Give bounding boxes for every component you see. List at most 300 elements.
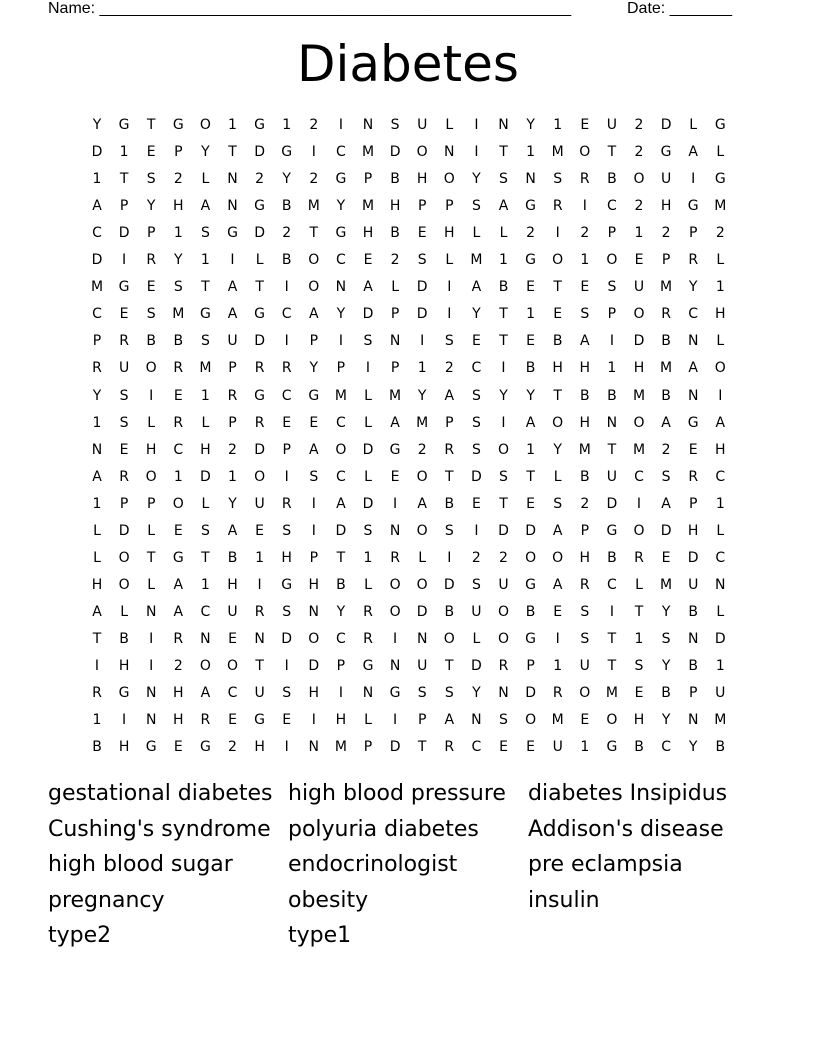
grid-letter: G <box>118 279 130 296</box>
grid-letter: 1 <box>580 252 590 269</box>
grid-letter: L <box>364 387 372 404</box>
grid-letter: P <box>688 685 698 702</box>
grid-letter: 1 <box>173 225 183 242</box>
grid-letter: I <box>447 549 452 566</box>
grid-letter: I <box>338 685 343 702</box>
grid-letter: A <box>336 495 346 512</box>
grid-letter: P <box>688 495 698 512</box>
grid-letter: D <box>525 685 536 702</box>
word-list-item: polyuria diabetes <box>288 816 479 842</box>
grid-letter: G <box>362 658 374 674</box>
grid-letter: S <box>363 333 373 350</box>
grid-letter: N <box>687 630 699 647</box>
grid-letter: Y <box>174 252 183 269</box>
grid-letter: N <box>389 522 401 539</box>
grid-letter: B <box>227 549 238 566</box>
grid-letter: I <box>284 468 289 485</box>
grid-letter: B <box>444 495 455 512</box>
grid-letter: G <box>145 739 157 756</box>
grid-letter: D <box>606 495 618 512</box>
grid-letter: G <box>172 549 184 566</box>
grid-letter: L <box>364 712 372 729</box>
grid-letter: T <box>607 144 617 161</box>
grid-letter: I <box>718 387 723 404</box>
grid-letter: D <box>308 658 320 674</box>
grid-letter: M <box>551 712 564 729</box>
grid-letter: Y <box>661 603 671 620</box>
grid-letter: P <box>92 333 102 350</box>
grid-letter: 1 <box>200 252 210 269</box>
grid-letter: U <box>579 658 590 674</box>
grid-letter: O <box>118 576 130 593</box>
grid-letter: G <box>308 387 320 404</box>
grid-letter: D <box>660 117 672 133</box>
grid-letter: C <box>607 198 617 215</box>
grid-letter: S <box>200 333 210 350</box>
grid-letter: A <box>688 144 698 161</box>
grid-letter: B <box>688 658 698 674</box>
grid-letter: N <box>362 117 374 133</box>
grid-letter: N <box>362 685 374 702</box>
grid-letter: P <box>417 712 427 729</box>
grid-letter: E <box>553 603 563 620</box>
grid-letter: O <box>118 549 130 566</box>
grid-letter: O <box>416 522 428 539</box>
grid-letter: A <box>227 522 238 539</box>
grid-letter: B <box>173 333 184 350</box>
grid-letter: O <box>552 414 564 431</box>
grid-letter: S <box>553 171 563 188</box>
grid-letter: Y <box>201 144 210 161</box>
grid-letter: R <box>661 306 671 323</box>
grid-letter: R <box>363 630 373 647</box>
grid-letter: E <box>228 630 237 647</box>
grid-letter: N <box>227 198 238 215</box>
grid-letter: L <box>445 117 454 133</box>
grid-letter: S <box>119 414 129 431</box>
grid-letter: 2 <box>580 495 590 512</box>
grid-letter: I <box>501 360 506 377</box>
grid-letter: O <box>335 441 347 458</box>
grid-letter: 1 <box>499 252 508 269</box>
grid-letter: E <box>119 441 129 458</box>
grid-letter: D <box>471 468 482 485</box>
grid-letter: E <box>634 252 644 269</box>
grid-letter: G <box>525 252 537 269</box>
grid-letter: P <box>607 306 617 323</box>
grid-letter: M <box>90 279 104 296</box>
grid-letter: H <box>444 225 455 242</box>
grid-letter: O <box>416 576 428 593</box>
grid-letter: I <box>311 712 316 729</box>
grid-letter: H <box>715 306 726 323</box>
grid-letter: 1 <box>200 576 210 593</box>
grid-letter: N <box>687 712 699 729</box>
grid-letter: D <box>118 225 130 242</box>
grid-letter: O <box>416 468 428 485</box>
grid-letter: S <box>417 252 427 269</box>
grid-letter: O <box>226 658 239 674</box>
grid-letter: E <box>173 522 183 539</box>
grid-letter: O <box>389 576 401 593</box>
grid-letter: G <box>281 144 293 161</box>
grid-letter: M <box>199 360 212 377</box>
grid-letter: Y <box>526 117 535 133</box>
grid-letter: Y <box>417 387 427 404</box>
grid-letter: T <box>499 306 508 323</box>
grid-letter: N <box>91 441 103 458</box>
grid-letter: L <box>499 225 508 242</box>
grid-letter: U <box>498 576 509 593</box>
grid-letter: B <box>661 685 671 702</box>
grid-letter: B <box>607 171 617 188</box>
grid-letter: 2 <box>390 252 400 269</box>
grid-letter: N <box>687 387 699 404</box>
grid-letter: O <box>633 522 645 539</box>
grid-letter: L <box>716 144 725 161</box>
grid-letter: L <box>120 603 128 620</box>
grid-letter: D <box>281 630 293 647</box>
grid-letter: C <box>336 414 346 431</box>
grid-letter: S <box>661 630 671 647</box>
grid-letter: 1 <box>228 468 237 485</box>
grid-letter: G <box>254 712 266 729</box>
grid-letter: O <box>633 171 645 188</box>
grid-letter: P <box>119 495 129 512</box>
grid-letter: 2 <box>634 198 644 215</box>
grid-letter: I <box>149 658 154 674</box>
grid-letter: A <box>173 576 184 593</box>
grid-letter: T <box>255 658 264 674</box>
grid-letter: T <box>119 171 129 188</box>
grid-letter: N <box>606 414 618 431</box>
grid-letter: H <box>173 685 184 702</box>
grid-letter: B <box>634 739 644 756</box>
grid-letter: L <box>472 225 481 242</box>
grid-letter: S <box>634 658 644 674</box>
grid-letter: I <box>122 712 127 729</box>
grid-letter: O <box>145 360 157 377</box>
grid-letter: 1 <box>580 739 590 756</box>
grid-letter: N <box>145 603 157 620</box>
grid-letter: N <box>498 685 509 702</box>
grid-letter: M <box>714 198 727 215</box>
word-list-item: endocrinologist <box>288 852 458 877</box>
grid-letter: U <box>227 603 238 620</box>
grid-letter: O <box>552 252 564 269</box>
grid-letter: A <box>390 414 400 431</box>
grid-letter: R <box>688 468 699 485</box>
grid-letter: C <box>336 630 346 647</box>
grid-letter: I <box>365 360 371 377</box>
grid-letter: L <box>93 522 101 539</box>
grid-letter: C <box>281 306 292 323</box>
grid-letter: S <box>282 603 292 620</box>
word-list-item: Addison's disease <box>528 816 724 842</box>
grid-letter: Y <box>146 198 156 215</box>
grid-letter: I <box>284 739 289 756</box>
word-list <box>48 780 768 960</box>
grid-letter: L <box>364 414 372 431</box>
grid-letter: 1 <box>417 360 427 377</box>
grid-letter: L <box>472 630 481 647</box>
grid-letter: 2 <box>173 171 183 188</box>
grid-letter: G <box>714 117 726 133</box>
grid-letter: S <box>119 387 129 404</box>
grid-letter: N <box>145 712 157 729</box>
grid-letter: M <box>361 144 375 161</box>
grid-letter: B <box>444 603 455 620</box>
grid-letter: H <box>416 171 428 188</box>
word-list-item: high blood sugar <box>48 852 233 877</box>
grid-letter: Y <box>336 603 346 620</box>
grid-letter: M <box>361 198 375 215</box>
grid-letter: H <box>118 739 130 756</box>
grid-letter: O <box>199 117 211 133</box>
grid-letter: 2 <box>228 441 237 458</box>
grid-letter: P <box>336 658 346 674</box>
grid-letter: B <box>281 252 292 269</box>
grid-letter: H <box>389 198 401 215</box>
grid-letter: Y <box>553 441 562 458</box>
grid-letter: 1 <box>228 117 237 133</box>
grid-letter: U <box>606 468 618 485</box>
grid-letter: L <box>201 171 210 188</box>
grid-letter: H <box>308 576 320 593</box>
grid-letter: P <box>688 225 698 242</box>
grid-letter: B <box>390 171 400 188</box>
grid-letter: R <box>281 495 292 512</box>
grid-letter: N <box>416 630 428 647</box>
grid-letter: B <box>281 198 292 215</box>
grid-letter: M <box>334 739 347 756</box>
grid-letter: Y <box>472 306 481 323</box>
grid-letter: P <box>580 522 590 539</box>
grid-letter: T <box>146 117 156 133</box>
grid-letter: R <box>119 333 129 350</box>
grid-letter: N <box>471 712 482 729</box>
grid-letter: R <box>119 468 129 485</box>
grid-letter: T <box>634 603 644 620</box>
grid-letter: I <box>257 576 262 593</box>
grid-letter: U <box>660 171 672 188</box>
grid-letter: 2 <box>309 171 319 188</box>
grid-letter: C <box>336 468 346 485</box>
grid-letter: E <box>173 387 183 404</box>
grid-letter: U <box>254 495 265 512</box>
grid-letter: G <box>335 171 347 188</box>
grid-letter: T <box>445 468 454 485</box>
grid-letter: 1 <box>200 387 210 404</box>
grid-letter: S <box>471 576 481 593</box>
grid-letter: R <box>200 712 211 729</box>
grid-letter: M <box>172 306 185 323</box>
grid-letter: A <box>363 279 373 296</box>
grid-letter: 2 <box>715 225 725 242</box>
grid-letter: D <box>254 144 265 161</box>
grid-letter: N <box>254 630 265 647</box>
grid-letter: 1 <box>255 549 265 566</box>
grid-letter: D <box>254 333 265 350</box>
grid-letter: C <box>471 360 482 377</box>
grid-letter: H <box>281 549 292 566</box>
grid-letter: E <box>471 495 481 512</box>
grid-letter: T <box>607 630 617 647</box>
date-field-label: Date: _______ <box>627 0 732 17</box>
grid-letter: O <box>633 414 645 431</box>
grid-letter: E <box>580 712 590 729</box>
grid-letter: P <box>336 360 346 377</box>
grid-letter: I <box>393 630 398 647</box>
grid-letter: S <box>363 522 373 539</box>
grid-letter: A <box>498 198 509 215</box>
grid-letter: M <box>660 360 673 377</box>
grid-letter: C <box>715 468 726 485</box>
grid-letter: H <box>552 360 563 377</box>
grid-letter: E <box>228 712 237 729</box>
grid-letter: D <box>416 603 428 620</box>
grid-letter: D <box>362 306 374 323</box>
grid-letter: T <box>499 144 508 161</box>
grid-letter: 2 <box>444 360 454 377</box>
grid-letter: S <box>417 685 427 702</box>
grid-letter: U <box>118 360 130 377</box>
grid-letter: L <box>553 468 562 485</box>
grid-letter: O <box>389 603 401 620</box>
grid-letter: E <box>282 712 292 729</box>
grid-letter: C <box>200 603 211 620</box>
grid-letter: N <box>525 171 536 188</box>
grid-letter: L <box>255 252 264 269</box>
grid-letter: P <box>363 171 373 188</box>
grid-letter: T <box>146 549 156 566</box>
grid-letter: N <box>308 739 320 756</box>
grid-letter: B <box>607 549 617 566</box>
grid-letter: T <box>92 630 102 647</box>
grid-letter: I <box>284 279 289 296</box>
grid-letter: O <box>579 685 591 702</box>
grid-letter: 2 <box>417 441 427 458</box>
grid-letter: B <box>661 387 671 404</box>
grid-letter: M <box>389 387 402 404</box>
grid-letter: 1 <box>173 468 183 485</box>
grid-letter: 1 <box>92 712 102 729</box>
grid-letter: B <box>688 603 698 620</box>
grid-letter: M <box>714 712 727 729</box>
grid-letter: S <box>580 306 590 323</box>
grid-letter: H <box>579 414 591 431</box>
grid-letter: G <box>227 225 238 242</box>
grid-letter: B <box>146 333 156 350</box>
grid-letter: I <box>122 252 127 269</box>
grid-letter: O <box>308 630 320 647</box>
grid-letter: R <box>173 630 184 647</box>
grid-letter: M <box>632 441 646 458</box>
grid-letter: O <box>172 495 184 512</box>
grid-letter: P <box>309 549 319 566</box>
grid-letter: S <box>499 468 508 485</box>
grid-letter: A <box>552 576 563 593</box>
grid-letter: G <box>389 685 401 702</box>
grid-letter: 2 <box>282 225 292 242</box>
grid-letter: I <box>284 333 289 350</box>
grid-letter: I <box>582 198 587 215</box>
grid-letter: G <box>606 522 618 539</box>
grid-letter: Y <box>661 712 671 729</box>
word-list-item: pre eclampsia <box>528 852 683 877</box>
grid-letter: R <box>254 603 265 620</box>
grid-letter: I <box>311 495 316 512</box>
grid-letter: M <box>307 198 320 215</box>
grid-letter: Y <box>309 360 319 377</box>
grid-letter: A <box>227 279 238 296</box>
grid-letter: 1 <box>607 360 617 377</box>
grid-letter: I <box>447 306 452 323</box>
grid-letter: B <box>498 279 509 296</box>
grid-letter: A <box>688 360 698 377</box>
grid-letter: T <box>553 279 562 296</box>
grid-letter: E <box>526 333 536 350</box>
grid-letter: U <box>715 685 726 702</box>
grid-letter: P <box>228 414 237 431</box>
grid-letter: A <box>417 495 427 512</box>
grid-letter: A <box>661 495 671 512</box>
grid-letter: T <box>336 549 346 566</box>
grid-letter: Y <box>472 685 481 702</box>
grid-letter: S <box>200 225 210 242</box>
word-list-item: high blood pressure <box>288 781 506 806</box>
grid-letter: B <box>525 603 536 620</box>
grid-letter: 1 <box>553 658 563 674</box>
grid-letter: R <box>444 739 455 756</box>
grid-letter: L <box>635 576 643 593</box>
grid-letter: D <box>118 522 130 539</box>
grid-letter: C <box>715 549 726 566</box>
grid-letter: O <box>606 252 618 269</box>
grid-letter: E <box>580 117 590 133</box>
grid-letter: E <box>580 279 590 296</box>
grid-letter: H <box>579 549 591 566</box>
grid-letter: O <box>443 171 455 188</box>
grid-letter: G <box>254 117 266 133</box>
grid-letter: E <box>146 144 156 161</box>
grid-letter: N <box>687 333 699 350</box>
word-list-item: Cushing's syndrome <box>48 816 271 842</box>
grid-letter: N <box>335 279 347 296</box>
grid-letter: H <box>118 658 130 674</box>
grid-letter: Y <box>336 198 346 215</box>
grid-letter: L <box>445 252 454 269</box>
grid-letter: A <box>444 712 455 729</box>
grid-letter: B <box>390 225 400 242</box>
grid-letter: D <box>254 225 265 242</box>
grid-letter: I <box>609 333 614 350</box>
grid-letter: 2 <box>255 171 265 188</box>
grid-letter: E <box>526 739 536 756</box>
grid-letter: D <box>471 658 482 674</box>
grid-letter: C <box>227 685 238 702</box>
grid-letter: I <box>474 522 479 539</box>
grid-letter: S <box>146 306 156 323</box>
grid-letter: L <box>364 468 372 485</box>
grid-letter: D <box>362 441 374 458</box>
grid-letter: N <box>200 630 211 647</box>
grid-letter: N <box>145 685 157 702</box>
grid-letter: O <box>579 144 591 161</box>
grid-letter: U <box>471 603 482 620</box>
grid-letter: B <box>552 333 563 350</box>
grid-letter: M <box>632 387 646 404</box>
